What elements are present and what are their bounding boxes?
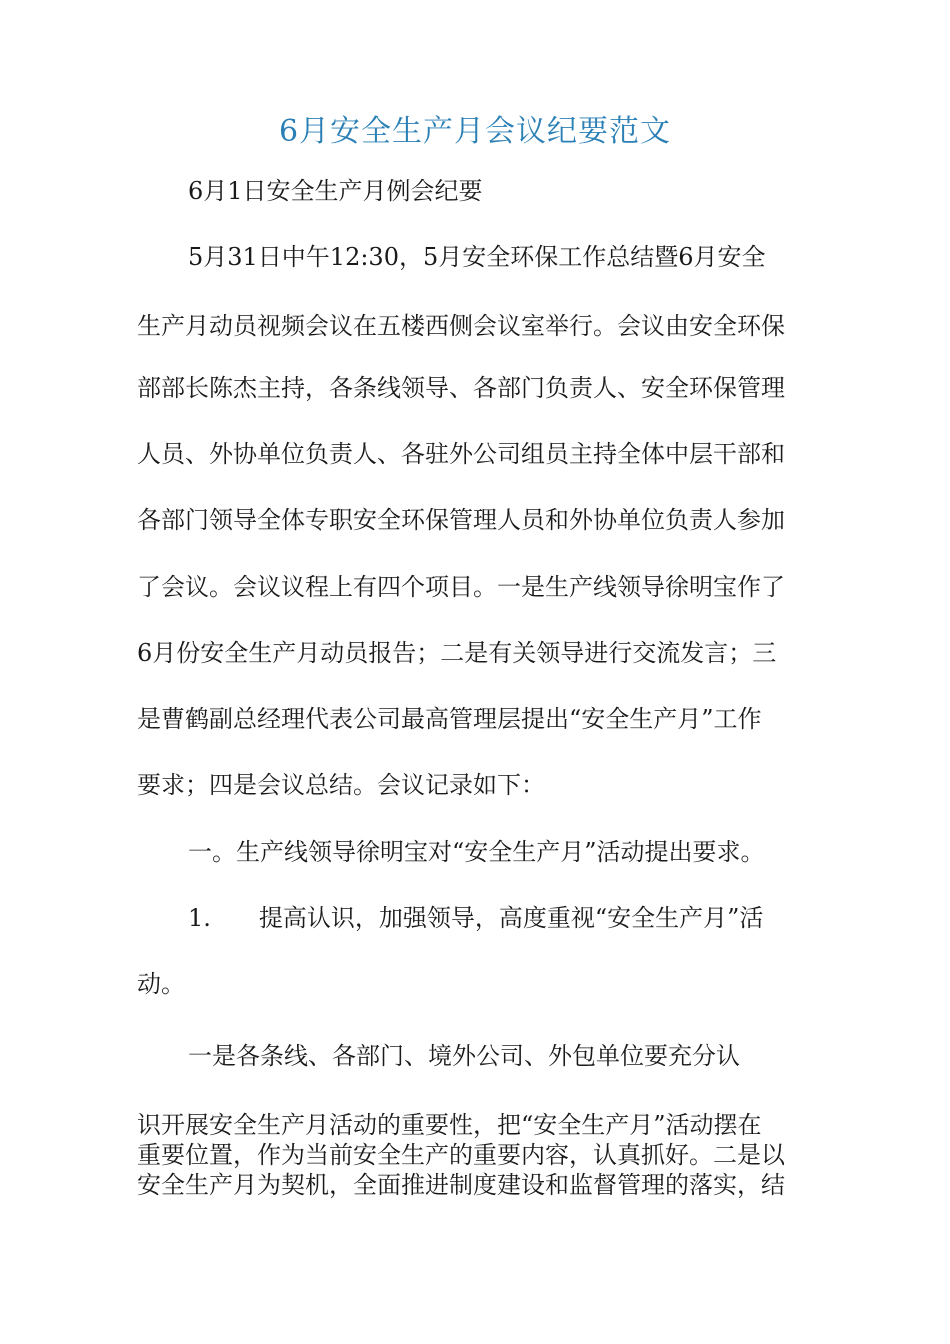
list-item: 1. 提高认识，加强领导，高度重视“安全生产月”活 [188, 904, 764, 932]
paragraph-line: 一是各条线、各部门、境外公司、外包单位要充分认 [188, 1042, 740, 1070]
section-heading: 一。生产线领导徐明宝对“安全生产月”活动提出要求。 [188, 838, 765, 866]
document-title: 6月安全生产月会议纪要范文 [278, 114, 672, 149]
paragraph-line: 6月份安全生产月动员报告；二是有关领导进行交流发言；三 [137, 639, 777, 667]
paragraph-line: 是曹鹤副总经理代表公司最高管理层提出“安全生产月”工作 [137, 705, 762, 733]
meeting-heading: 6月1日安全生产月例会纪要 [188, 177, 483, 205]
paragraph-line: 重要位置，作为当前安全生产的重要内容，认真抓好。二是以 [137, 1141, 785, 1169]
paragraph-line: 安全生产月为契机，全面推进制度建设和监督管理的落实，结 [137, 1171, 785, 1199]
paragraph-line: 人员、外协单位负责人、各驻外公司组员主持全体中层干部和 [137, 440, 785, 468]
paragraph-line: 生产月动员视频会议在五楼西侧会议室举行。会议由安全环保 [137, 312, 785, 340]
paragraph-line: 了会议。会议议程上有四个项目。一是生产线领导徐明宝作了 [137, 573, 785, 601]
paragraph-line: 识开展安全生产月活动的重要性，把“安全生产月”活动摆在 [137, 1111, 762, 1139]
paragraph-line: 各部门领导全体专职安全环保管理人员和外协单位负责人参加 [137, 506, 785, 534]
paragraph-line: 要求；四是会议总结。会议记录如下： [137, 771, 545, 799]
paragraph-line: 部部长陈杰主持，各条线领导、各部门负责人、安全环保管理 [137, 374, 785, 402]
paragraph-line: 5月31日中午12:30，5月安全环保工作总结暨6月安全 [188, 243, 766, 271]
list-item-continuation: 动。 [137, 970, 185, 998]
